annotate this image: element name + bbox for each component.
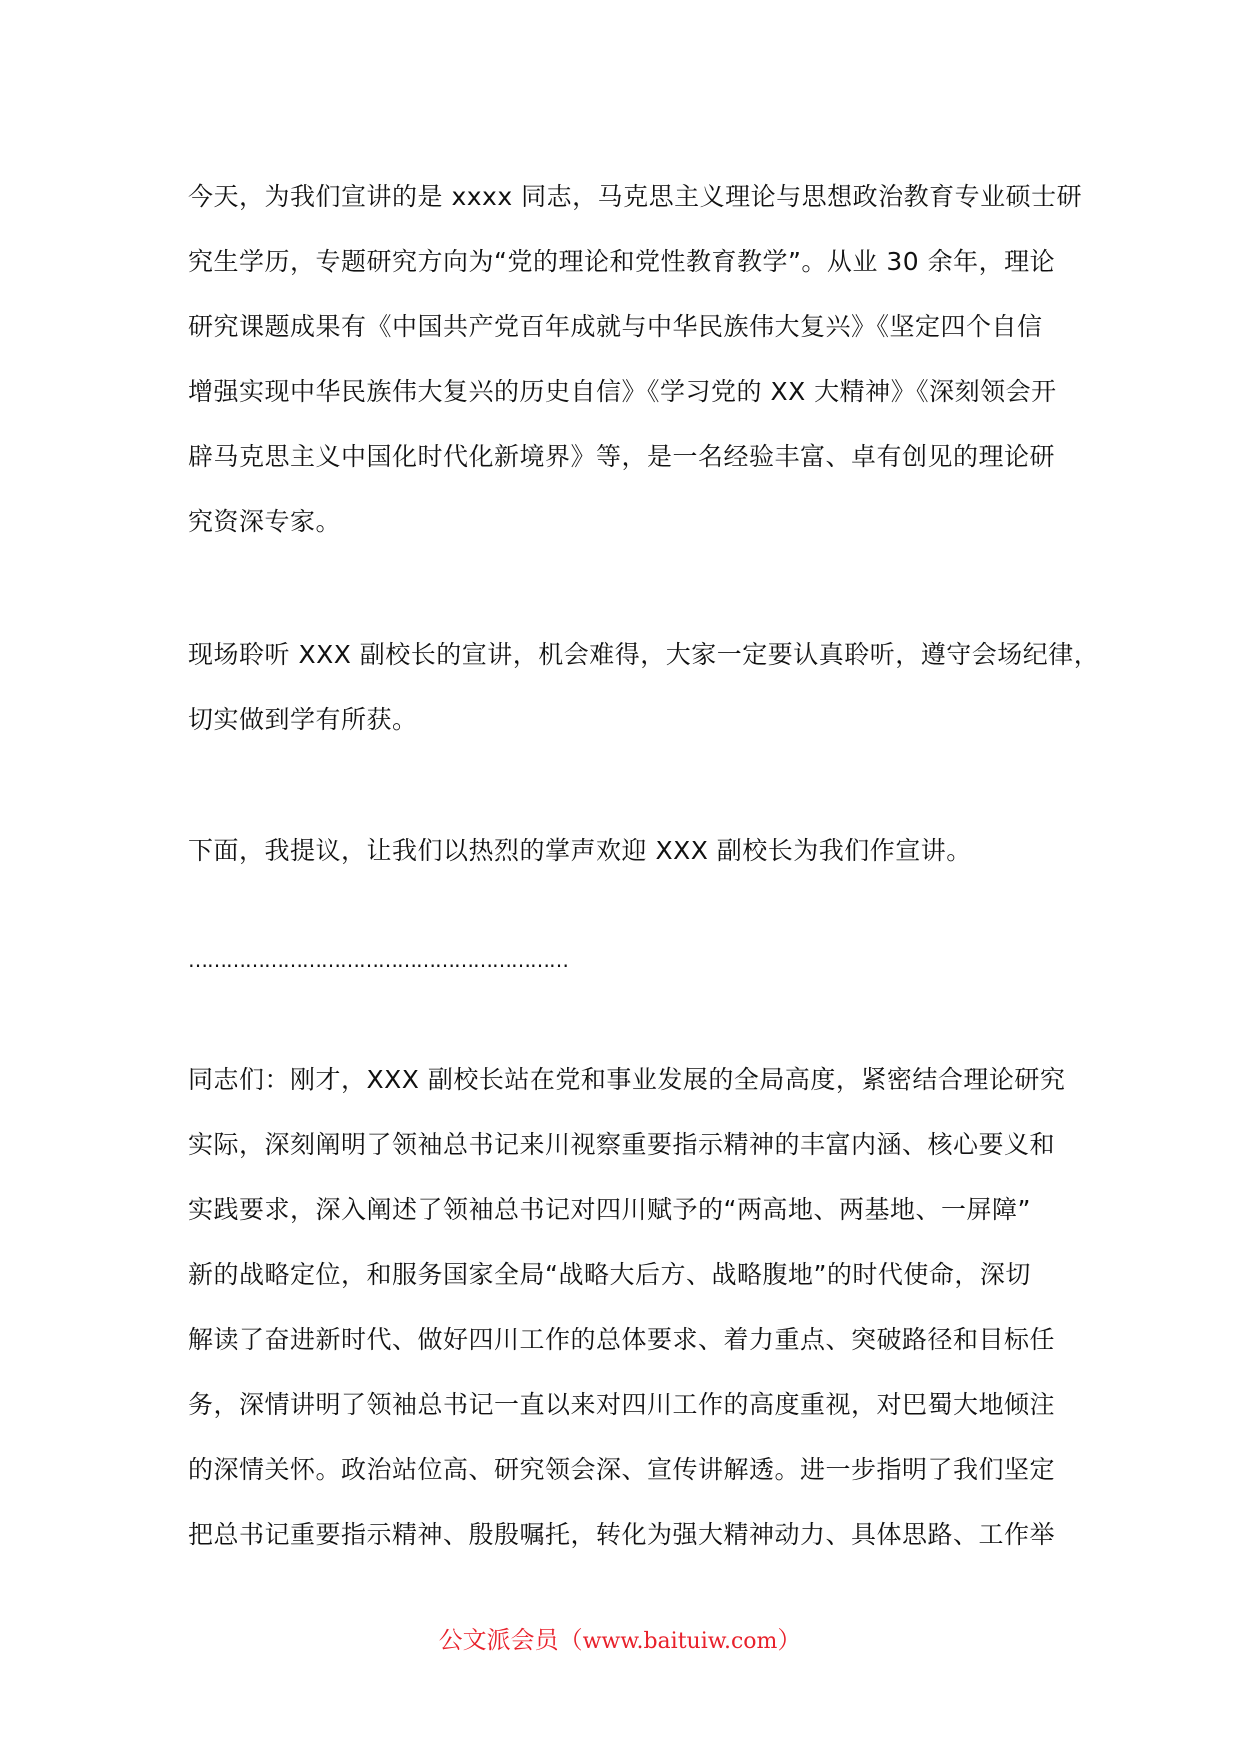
text-line: 解读了奋进新时代、做好四川工作的总体要求、着力重点、突破路径和目标任 <box>188 1325 1056 1354</box>
footer-watermark <box>0 1620 1240 1655</box>
text-line: 究生学历，专题研究方向为“党的理论和党性教育教学”。从业 30 余年，理论 <box>188 247 1056 276</box>
text-line: 同志们：刚才，XXX 副校长站在党和事业发展的全局高度，紧密结合理论研究 <box>188 1065 1066 1094</box>
paragraph-welcome <box>188 818 1088 883</box>
paragraph-attendance-reminder <box>188 622 1100 752</box>
text-line: 新的战略定位，和服务国家全局“战略大后方、战略腹地”的时代使命，深切 <box>188 1260 1031 1289</box>
paragraph-speaker-intro <box>188 164 1088 554</box>
footer-close: ） <box>777 1626 802 1654</box>
text-line: 实际，深刻阐明了领袖总书记来川视察重要指示精神的丰富内涵、核心要义和 <box>188 1130 1056 1159</box>
text-line: 务，深情讲明了领袖总书记一直以来对四川工作的高度重视，对巴蜀大地倾注 <box>188 1390 1056 1419</box>
text-line: 把总书记重要指示精神、殷殷嘱托，转化为强大精神动力、具体思路、工作举 <box>188 1520 1056 1549</box>
text-line: 实践要求，深入阐述了领袖总书记对四川赋予的“两高地、两基地、一屏障” <box>188 1195 1031 1224</box>
text-line: 辟马克思主义中国化时代化新境界》等，是一名经验丰富、卓有创见的理论研 <box>188 442 1056 471</box>
footer-url-link[interactable]: www.baituiw.com <box>582 1629 778 1654</box>
footer-label: 公文派会员（ <box>438 1626 583 1654</box>
text-line: 增强实现中华民族伟大复兴的历史自信》《学习党的 XX 大精神》《深刻领会开 <box>188 377 1057 406</box>
paragraph-closing-remarks <box>188 1047 1088 1567</box>
text-line: 的深情关怀。政治站位高、研究领会深、宣传讲解透。进一步指明了我们坚定 <box>188 1455 1056 1484</box>
text-line: 现场聆听 XXX 副校长的宣讲，机会难得，大家一定要认真聆听，遵守会场纪律， <box>188 640 1100 669</box>
text-line: 今天，为我们宣讲的是 xxxx 同志，马克思主义理论与思想政治教育专业硕士研 <box>188 182 1083 211</box>
text-line: 切实做到学有所获。 <box>188 705 418 734</box>
text-line: 究资深专家。 <box>188 507 342 536</box>
separator-dots: …………………………………………………… <box>188 948 568 972</box>
text-line: 研究课题成果有《中国共产党百年成就与中华民族伟大复兴》《坚定四个自信 <box>188 312 1043 341</box>
text-line: 下面，我提议，让我们以热烈的掌声欢迎 XXX 副校长为我们作宣讲。 <box>188 836 972 865</box>
